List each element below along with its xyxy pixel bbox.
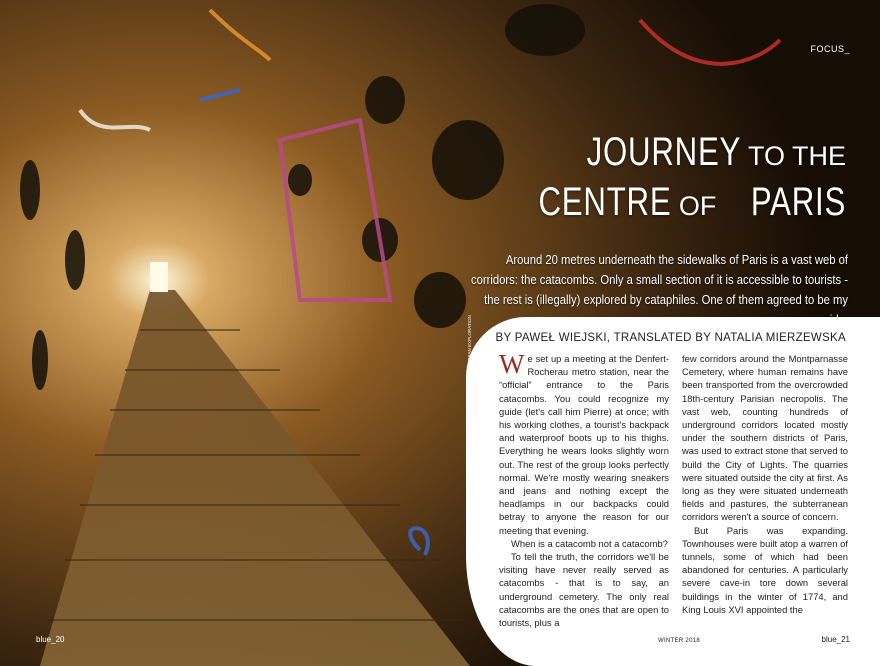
body-paragraph — [499, 349, 669, 537]
headline-word-journey: JOURNEY — [586, 130, 741, 174]
photo-credit: PHOTO TAKEN BY SHOOTER OF 29 DAYS LATER URBAN EXPLORATION — [467, 315, 472, 470]
headline-word-centre: CENTRE — [538, 180, 672, 224]
paragraph-text: e set up a meeting at the Denfert-Rocherau metro station, near the “official” entrance to the Paris catacombs. You could recognize my guide (let's call him Pierre) at once; with his working clothes, a tourist's backpack and waterproof boots up to his thighs. Everything he wears looks slightly worn out. The rest of the group looks perfectly normal. We're mostly wearing sneakers and jeans and nothing except the headlamps in our backpacks could betray to anyone the reason for our meeting that evening. — [499, 353, 669, 536]
article-headline — [501, 132, 846, 232]
body-column-1 — [499, 349, 669, 629]
headline-word-of: OF — [671, 191, 724, 221]
byline: BY PAWEŁ WIEJSKI, TRANSLATED BY NATALIA MIERZEWSKA — [495, 332, 846, 344]
body-column-2 — [682, 352, 848, 616]
drop-cap: W — [499, 349, 525, 379]
issue-season: WINTER 2018 — [658, 638, 700, 644]
headline-line-1 — [501, 132, 846, 182]
page-number-left: blue_20 — [36, 635, 65, 644]
body-paragraph: But Paris was expanding. Townhouses were built atop a warren of tunnels, some of which had been abandoned for centuries. A particularly severe cave-in tore down several buildings in the winter of 1774, and King Louis XVI appointed the — [682, 524, 848, 615]
body-paragraph-subhead: When is a catacomb not a catacomb? — [511, 537, 668, 549]
body-paragraph: few corridors around the Montparnasse Cemetery, where human remains have been transported from the overcrowded 18th-century Parisian necropolis. The vast web, counting hundreds of underground corridors located mostly under the southern districts of Paris, was used to extract stone that served to build the City of Lights. The quarries were situated outside the city at first. As long as they were situated underneath fields and pastures, the subterranean corridors weren't a source of concern. — [682, 353, 848, 523]
body-paragraph: To tell the truth, the corridors we'll be visiting have never really served as catacombs - that is to say, an underground cemetery. The only real catacombs are the ones that are open to tourists, plus a — [499, 551, 669, 629]
page-number-right: blue_21 — [821, 635, 850, 644]
standfirst: Around 20 metres underneath the sidewalks of Paris is a vast web of corridors: the catacombs. Only a small section of it is accessible to tourists - the rest is (illegally) explored by cataphiles. One of them agreed to be my — [470, 253, 848, 307]
headline-line-2 — [501, 182, 846, 232]
section-tag: FOCUS_ — [810, 44, 850, 54]
headline-word-paris: PARIS — [750, 180, 846, 224]
headline-word-to-the: TO THE — [740, 141, 846, 171]
